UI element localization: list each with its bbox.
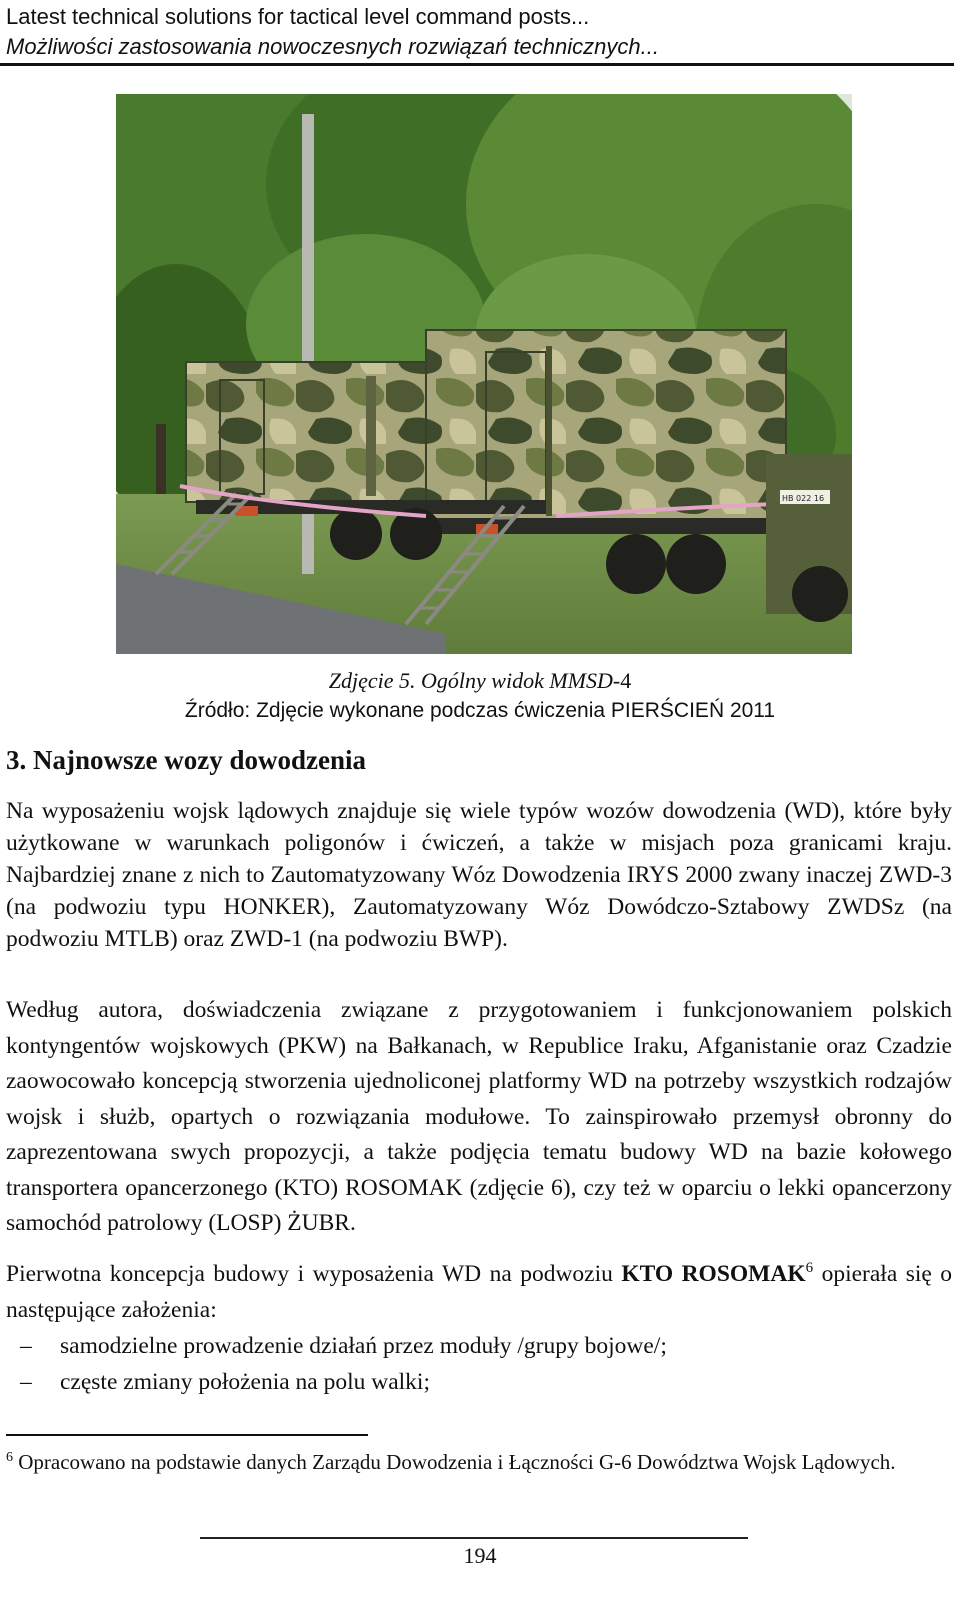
list-item-text: częste zmiany położenia na polu walki; [60, 1368, 430, 1395]
page-number: 194 [463, 1543, 497, 1568]
paragraph-2: Według autora, doświadczenia związane z przygotowaniem i funkcjonowaniem polskich kontyngentów wojskowych (PKW) na Bałkanach, w Republice Iraku, Afganistanie oraz Czadzie zaowocowało koncepcją stworzenia ujednoliconej platformy WD na potrzeby wszystkich rodzajów wojsk i służb, opartych o rozwiązania modułowe. To zainspirowało przemysł obronny do zaprezentowana swych propozycji, a także podjęcia tematu budowy WD na bazie kołowego transportera opancerzonego (KTO) ROSOMAK (zdjęcie 6), czy też w oparciu o lekki opancerzony samochód patrolowy (LOSP) ŻUBR. [6, 997, 952, 1236]
bullet-list [6, 1329, 952, 1400]
dash-marker: – [20, 1333, 32, 1359]
header-polish-title: Możliwości zastosowania nowoczesnych rozwiązań technicznych... [6, 34, 659, 59]
header-english-title: Latest technical solutions for tactical level command posts... [6, 4, 590, 29]
figure-caption-number: -4 [612, 668, 632, 693]
section-heading: 3. Najnowsze wozy dowodzenia [6, 745, 366, 775]
header-rule [0, 63, 954, 66]
license-plate: HB 022 16 [782, 494, 825, 503]
paragraph-1: Na wyposażeniu wojsk lądowych znajduje się wiele typów wozów dowodzenia (WD), które były użytkowane w warunkach poligonów i ćwiczeń, a także w misjach poza granicami kraju. Najbardziej znane z nich to Zautomatyzowany Wóz Dowodzenia IRYS 2000 zwany inaczej ZWD-3 (na podwoziu typu HONKER), Zautomatyzowany Wóz Dowódczo-Sztabowy ZWDSz (na podwoziu MTLB) oraz ZWD-1 (na podwoziu BWP). [6, 798, 952, 952]
paragraph-3-end: opierała się o następujące założenia: [6, 1261, 952, 1323]
paragraph-3-start: Pierwotna koncepcja budowy i wyposażenia WD na podwoziu [6, 1261, 622, 1287]
footnote-number: 6 [6, 1450, 13, 1465]
figure-caption-text: Zdjęcie 5. Ogólny widok MMSD [328, 668, 613, 693]
list-item-text: samodzielne prowadzenie działań przez moduły /grupy bojowe/; [60, 1333, 667, 1359]
footnote-reference: 6 [805, 1260, 814, 1277]
running-header [6, 0, 952, 62]
footnote-text: Opracowano na podstawie danych Zarządu Dowodzenia i Łączności G-6 Dowództwa Wojsk Lądowych. [13, 1450, 896, 1474]
list-item [6, 1329, 952, 1365]
photo-mmsd-4 [116, 94, 852, 654]
paragraph-3-bold: KTO ROSOMAK [621, 1261, 806, 1287]
footnote-rule [6, 1434, 368, 1436]
footnote [6, 1444, 952, 1476]
list-item [6, 1365, 952, 1401]
figure-caption [0, 666, 960, 696]
paragraph-3 [6, 1257, 952, 1328]
figure-source: Źródło: Zdjęcie wykonane podczas ćwiczenia PIERŚCIEŃ 2011 [184, 699, 776, 722]
page-number-rule [200, 1537, 748, 1539]
dash-marker: – [20, 1368, 32, 1395]
